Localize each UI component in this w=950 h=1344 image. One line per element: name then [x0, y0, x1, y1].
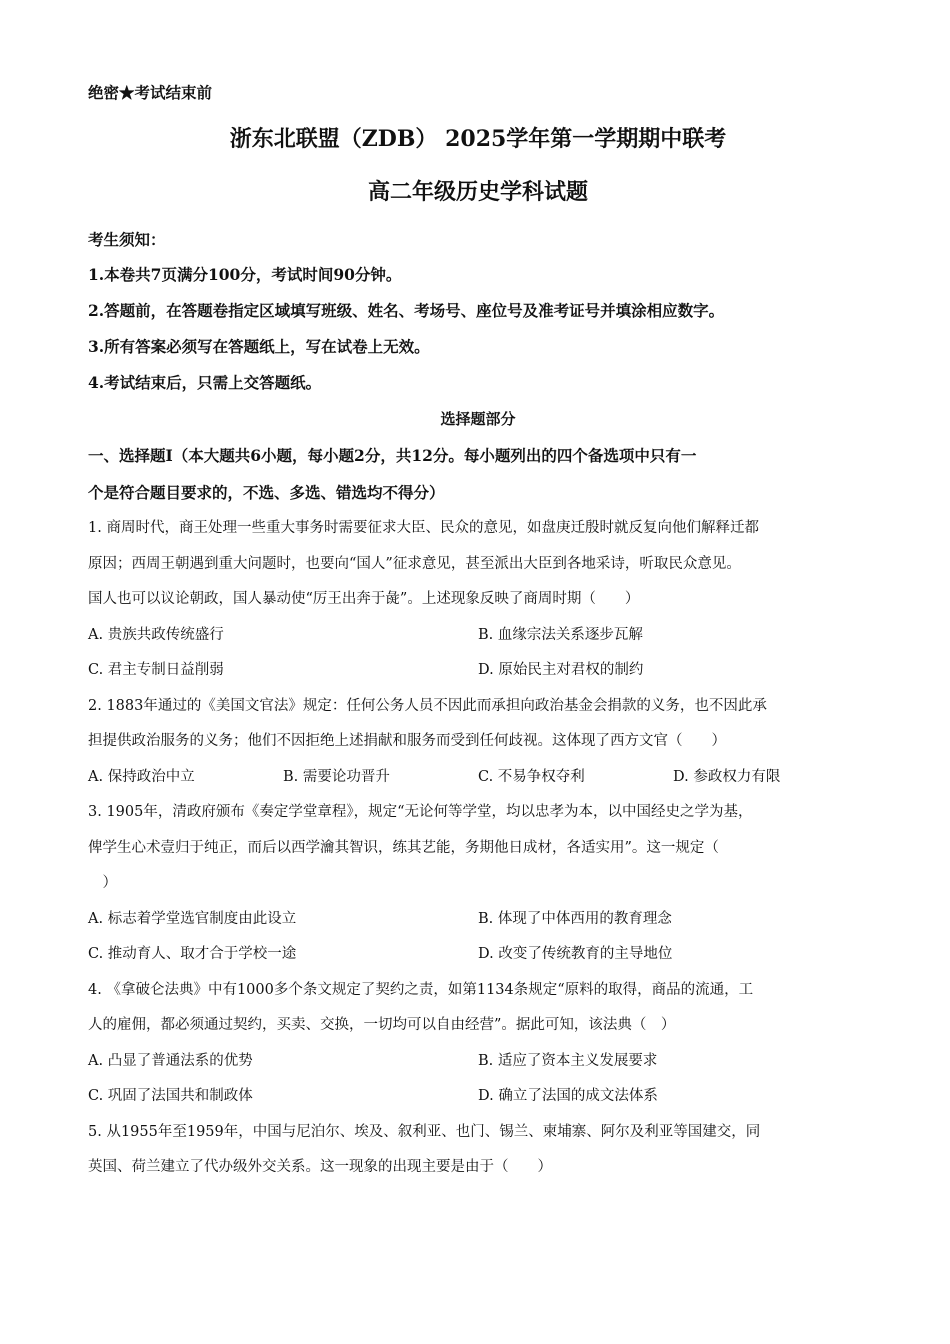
option-a: A. 贵族共政传统盛行 [88, 626, 224, 643]
section-title: 选择题部分 [440, 410, 516, 428]
option-a: A. 保持政治中立 [88, 768, 195, 785]
options-row [88, 618, 868, 654]
question-text-line: 4. 《拿破仑法典》中有1000多个条文规定了契约之责，如第1134条规定“原料的取得，商品的流通，工 [88, 981, 754, 998]
question-1 [88, 511, 868, 689]
part-instruction-line: 个是符合题目要求的，不选、多选、错选均不得分） [88, 483, 445, 502]
notice-item: 4.考试结束后，只需上交答题纸。 [88, 373, 322, 392]
question-3 [88, 795, 868, 973]
option-c: C. 巩固了法国共和制政体 [88, 1088, 253, 1104]
question-text-line: ） [88, 875, 117, 891]
confidential-label: 绝密★考试结束前 [88, 83, 213, 102]
question-text-line: 英国、荷兰建立了代办级外交关系。这一现象的出现主要是由于（ ） [88, 1159, 552, 1175]
option-b: B. 血缘宗法关系逐步瓦解 [478, 626, 643, 643]
option-a: A. 凸显了普通法系的优势 [88, 1052, 253, 1069]
part-instructions [88, 437, 868, 511]
question-text-line: 国人也可以议论朝政，国人暴动使“厉王出奔于彘”。上述现象反映了商周时期（ ） [88, 591, 640, 607]
question-text-line: 5. 从1955年至1959年，中国与尼泊尔、埃及、叙利亚、也门、锡兰、柬埔寨、阿尔及利亚等国建交，同 [88, 1123, 761, 1140]
question-5 [88, 1115, 868, 1186]
options-row [88, 1079, 868, 1115]
exam-page [88, 78, 868, 1186]
options-row [88, 1044, 868, 1080]
question-4 [88, 973, 868, 1115]
options-row [88, 902, 868, 938]
option-d: D. 确立了法国的成文法体系 [478, 1088, 658, 1104]
options-row [88, 760, 868, 796]
option-d: D. 参政权力有限 [673, 768, 781, 785]
option-d: D. 改变了传统教育的主导地位 [478, 946, 673, 962]
option-b: B. 适应了资本主义发展要求 [478, 1052, 658, 1069]
question-text-line: 人的雇佣，都必须通过契约，买卖、交换，一切均可以自由经营”。据此可知，该法典（ ） [88, 1017, 676, 1033]
question-text-line: 原因；西周王朝遇到重大问题时，也要向“国人”征求意见，甚至派出大臣到各地采诗，听取民众意见。 [88, 555, 741, 572]
option-a: A. 标志着学堂选官制度由此设立 [88, 910, 297, 927]
notice-item: 1.本卷共7页满分100分，考试时间90分钟。 [88, 265, 402, 284]
option-c: C. 推动育人、取才合于学校一途 [88, 946, 297, 962]
question-text-line: 3. 1905年，清政府颁布《奏定学堂章程》，规定“无论何等学堂，均以忠孝为本，以中国经史之学为基， [88, 804, 753, 820]
options-row [88, 937, 868, 973]
option-b: B. 体现了中体西用的教育理念 [478, 910, 672, 927]
question-text-line: 担提供政治服务的义务；他们不因拒绝上述捐献和服务而受到任何歧视。这体现了西方文官（ ） [88, 733, 726, 749]
question-2 [88, 689, 868, 796]
option-b: B. 需要论功晋升 [283, 768, 390, 785]
option-d: D. 原始民主对君权的制约 [478, 662, 644, 678]
notice-heading: 考生须知： [88, 230, 166, 249]
option-c: C. 不易争权夺利 [478, 768, 585, 785]
option-c: C. 君主专制日益削弱 [88, 662, 224, 678]
question-text-line: 2. 1883年通过的《美国文官法》规定：任何公务人员不因此而承担向政治基金会捐款的义务，也不因此承 [88, 697, 767, 714]
options-row [88, 653, 868, 689]
question-text-line: 1. 商周时代，商王处理一些重大事务时需要征求大臣、民众的意见，如盘庚迁殷时就反复向他们解释迁都 [88, 520, 759, 536]
notice-item: 3.所有答案必须写在答题纸上，写在试卷上无效。 [88, 337, 430, 356]
part-instruction-line: 一、选择题Ⅰ（本大题共6小题，每小题2分，共12分。每小题列出的四个备选项中只有一 [88, 446, 697, 465]
exam-title: 浙东北联盟（ZDB） 2025学年第一学期期中联考 [229, 126, 727, 152]
exam-subtitle: 高二年级历史学科试题 [367, 179, 588, 205]
notice-item: 2.答题前，在答题卷指定区域填写班级、姓名、考场号、座位号及准考证号并填涂相应数字。 [88, 301, 725, 320]
question-text-line: 俾学生心术壹归于纯正，而后以西学瀹其智识，练其艺能，务期他日成材，各适实用”。这一规定（ [88, 839, 719, 856]
